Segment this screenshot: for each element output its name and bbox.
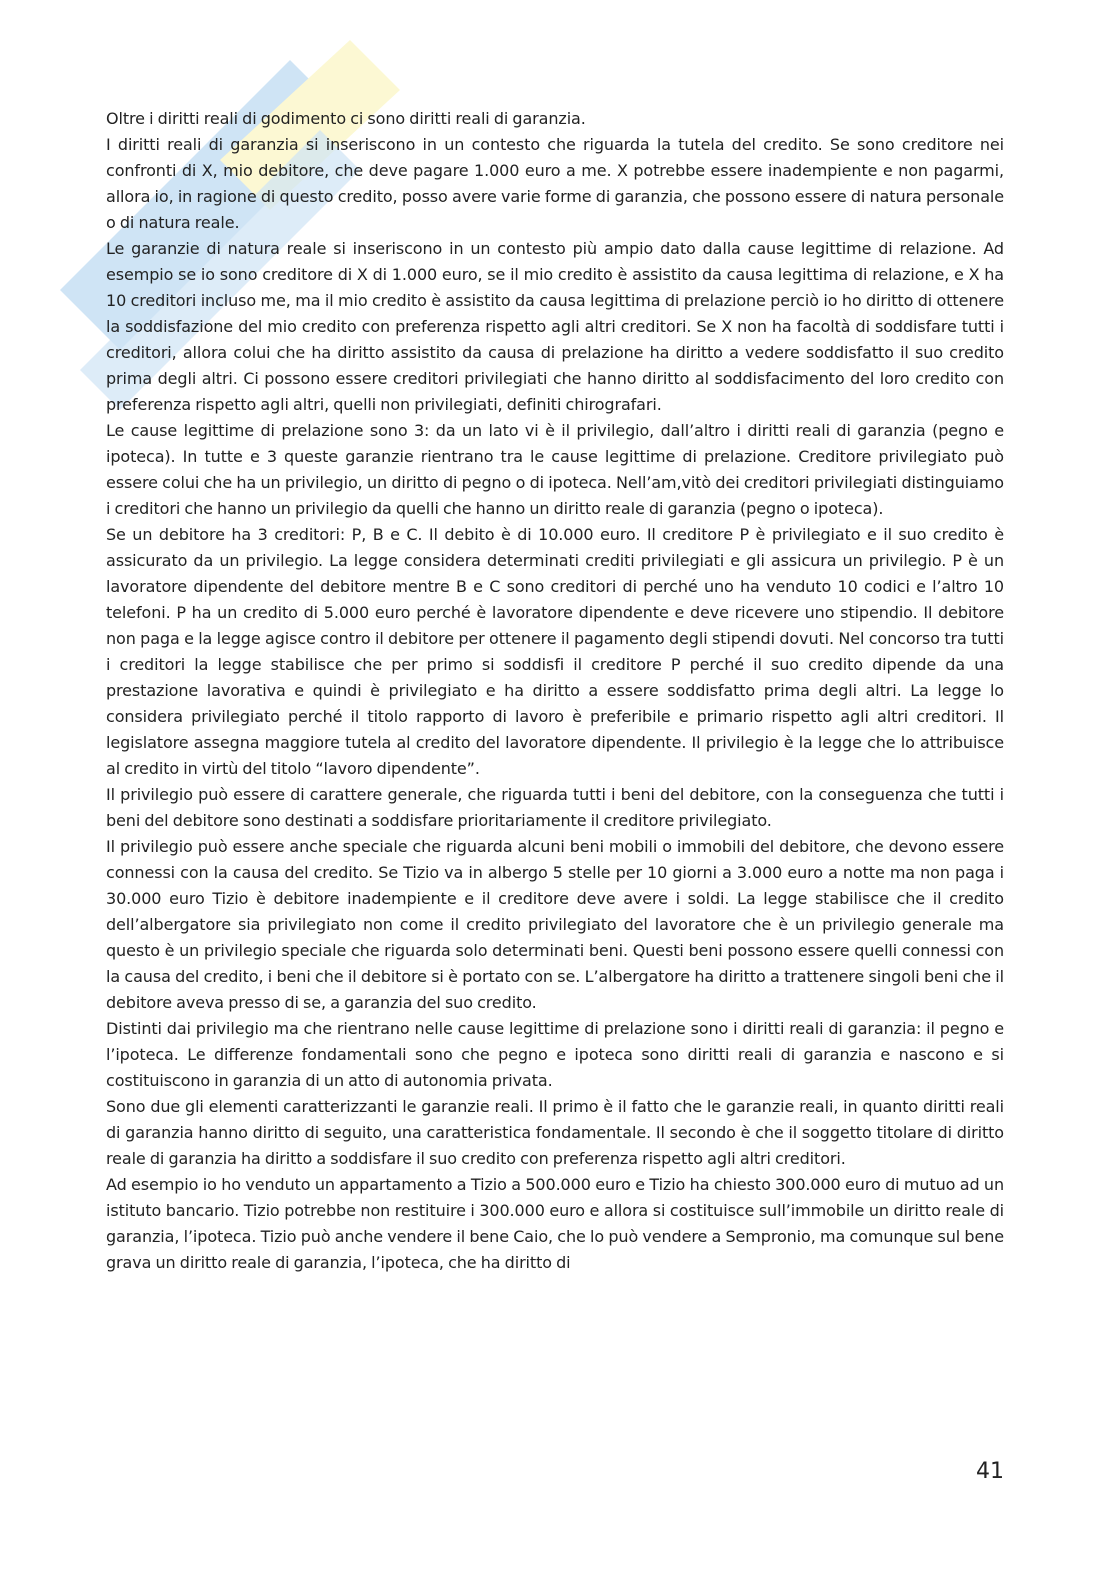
paragraph: Se un debitore ha 3 creditori: P, B e C. Il debito è di 10.000 euro. Il creditore P è privilegiato e il suo credito è assicurato da un privilegio. La legge considera determinati crediti privilegiati e gli assicura un privilegio. P è un lavoratore dipendente del debitore mentre B e C sono creditori di perché uno ha venduto 10 codici e l’altro 10 telefoni. P ha un credito di 5.000 euro perché è lavoratore dipendente e deve ricevere uno stipendio. Il debitore non paga e la legge agisce contro il debitore per ottenere il pagamento degli stipendi dovuti. Nel concorso tra tutti i creditori la legge stabilisce che per primo si soddisfi il creditore P perché il suo credito dipende da una prestazione lavorativa e quindi è privilegiato e ha diritto a essere soddisfatto prima degli altri. La legge lo considera privilegiato perché il titolo rapporto di lavoro è preferibile e primario rispetto agli altri creditori. Il legislatore assegna maggiore tutela al credito del lavoratore dipendente. Il privilegio è la legge che lo attribuisce al credito in virtù del titolo “lavoro dipendente”.	[106, 525, 1004, 778]
page-number: 41	[976, 1459, 1004, 1484]
paragraph: Distinti dai privilegio ma che rientrano nelle cause legittime di prelazione sono i diritti reali di garanzia: il pegno e l’ipoteca. Le differenze fondamentali sono che pegno e ipoteca sono diritti reali di garanzia e nascono e si costituiscono in garanzia di un atto di autonomia privata.	[106, 1019, 1004, 1090]
paragraph: Sono due gli elementi caratterizzanti le garanzie reali. Il primo è il fatto che le garanzie reali, in quanto diritti reali di garanzia hanno diritto di seguito, una caratteristica fondamentale. Il secondo è che il soggetto titolare di diritto reale di garanzia ha diritto a soddisfare il suo credito con preferenza rispetto agli altri creditori.	[106, 1097, 1004, 1168]
body-text	[106, 106, 1004, 1276]
paragraph: Le garanzie di natura reale si inseriscono in un contesto più ampio dato dalla cause legittime di relazione. Ad esempio se io sono creditore di X di 1.000 euro, se il mio credito è assistito da causa legittima di relazione, e X ha 10 creditori incluso me, ma il mio credito è assistito da causa legittima di prelazione perciò io ho diritto di ottenere la soddisfazione del mio credito con preferenza rispetto agli altri creditori. Se X non ha facoltà di soddisfare tutti i creditori, allora colui che ha diritto assistito da causa di prelazione ha diritto a vedere soddisfatto il suo credito prima degli altri. Ci possono essere creditori privilegiati che hanno diritto al soddisfacimento del loro credito con preferenza rispetto agli altri, quelli non privilegiati, definiti chirografari.	[106, 239, 1004, 414]
paragraph: Il privilegio può essere di carattere generale, che riguarda tutti i beni del debitore, con la conseguenza che tutti i beni del debitore sono destinati a soddisfare prioritariamente il creditore privilegiato.	[106, 785, 1004, 830]
paragraph: Le cause legittime di prelazione sono 3: da un lato vi è il privilegio, dall’altro i diritti reali di garanzia (pegno e ipoteca). In tutte e 3 queste garanzie rientrano tra le cause legittime di prelazione. Creditore privilegiato può essere colui che ha un privilegio, un diritto di pegno o di ipoteca. Nell’am,vitò dei creditori privilegiati distinguiamo i creditori che hanno un privilegio da quelli che hanno un diritto reale di garanzia (pegno o ipoteca).	[106, 421, 1004, 518]
paragraph: Il privilegio può essere anche speciale che riguarda alcuni beni mobili o immobili del debitore, che devono essere connessi con la causa del credito. Se Tizio va in albergo 5 stelle per 10 giorni a 3.000 euro a notte ma non paga i 30.000 euro Tizio è debitore inadempiente e il creditore deve avere i soldi. La legge stabilisce che il credito dell’albergatore sia privilegiato non come il credito privilegiato del lavoratore che è un privilegio generale ma questo è un privilegio speciale che riguarda solo determinati beni. Questi beni possono essere quelli connessi con la causa del credito, i beni che il debitore si è portato con se. L’albergatore ha diritto a trattenere singoli beni che il debitore aveva presso di se, a garanzia del suo credito.	[106, 837, 1004, 1012]
paragraph: I diritti reali di garanzia si inseriscono in un contesto che riguarda la tutela del credito. Se sono creditore nei confronti di X, mio debitore, che deve pagare 1.000 euro a me. X potrebbe essere inadempiente e non pagarmi, allora io, in ragione di questo credito, posso avere varie forme di garanzia, che possono essere di natura personale o di natura reale.	[106, 135, 1004, 232]
paragraph: Ad esempio io ho venduto un appartamento a Tizio a 500.000 euro e Tizio ha chiesto 300.000 euro di mutuo ad un istituto bancario. Tizio potrebbe non restituire i 300.000 euro e allora si costituisce sull’immobile un diritto reale di garanzia, l’ipoteca. Tizio può anche vendere il bene Caio, che lo può vendere a Sempronio, ma comunque sul bene grava un diritto reale di garanzia, l’ipoteca, che ha diritto di	[106, 1175, 1004, 1272]
paragraph: Oltre i diritti reali di godimento ci sono diritti reali di garanzia.	[106, 109, 586, 128]
